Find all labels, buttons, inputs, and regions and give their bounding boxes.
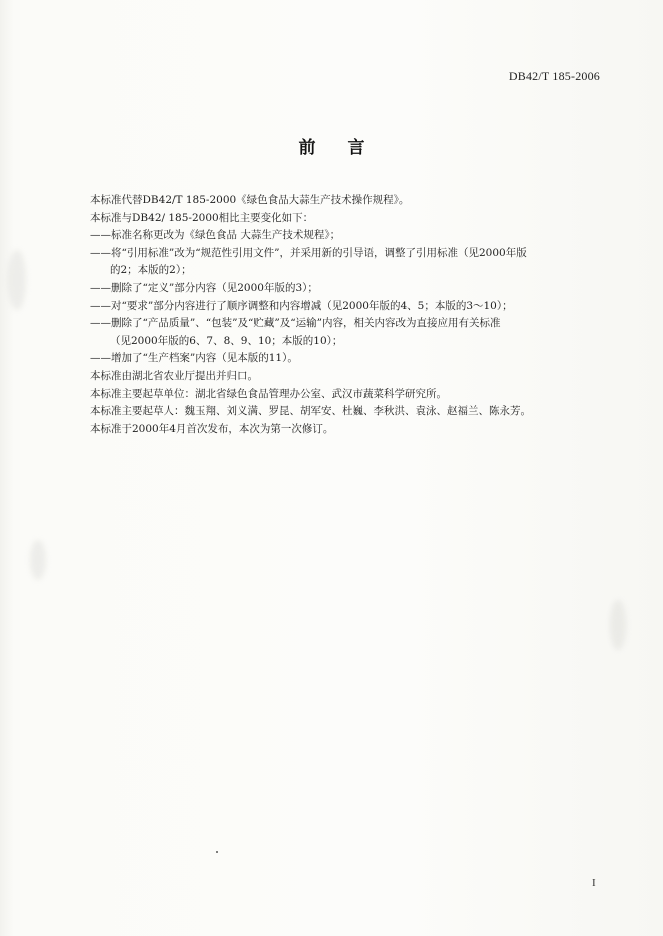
foreword-line: ——删除了“产品质量”、“包装”及“贮藏”及“运输”内容，相关内容改为直接应用有关标准	[90, 317, 501, 330]
foreword-line: 本标准于2000年4月首次发布，本次为第一次修订。	[90, 422, 334, 435]
scan-smudge	[8, 250, 26, 310]
scan-smudge	[30, 540, 46, 580]
foreword-body	[90, 192, 610, 438]
foreword-line: 的2；本版的2）；	[110, 264, 192, 277]
foreword-line: 本标准代替DB42/T 185-2000《绿色食品大蒜生产技术操作规程》。	[90, 194, 410, 206]
foreword-line: 本标准与DB42/ 185-2000相比主要变化如下：	[90, 211, 314, 224]
foreword-line: （见2000年版的6、7、8、9、10；本版的10）；	[110, 334, 343, 347]
foreword-line: 本标准主要起草人：魏玉翔、刘义满、罗昆、胡军安、杜巍、李秋洪、袁泳、赵福兰、陈永芳。	[90, 405, 531, 418]
foreword-line: ——标准名称更改为《绿色食品 大蒜生产技术规程》；	[90, 229, 341, 242]
foreword-line: ——将“引用标准”改为“规范性引用文件”，并采用新的引导语，调整了引用标准（见2000年版	[90, 246, 527, 259]
stray-dot	[216, 851, 218, 853]
scan-smudge	[610, 600, 626, 650]
foreword-line: ——删除了“定义”部分内容（见2000年版的3）；	[90, 281, 318, 294]
foreword-line: ——增加了“生产档案”内容（见本版的11）。	[90, 352, 298, 365]
foreword-line: ——对“要求”部分内容进行了顺序调整和内容增减（见2000年版的4、5；本版的3～10）；	[90, 299, 513, 312]
document-code: DB42/T 185-2006	[508, 69, 600, 83]
page-number: I	[592, 877, 596, 889]
foreword-line: 本标准由湖北省农业厅提出并归口。	[90, 369, 258, 382]
page-title: 前言	[298, 138, 397, 158]
foreword-line: 本标准主要起草单位：湖北省绿色食品管理办公室、武汉市蔬菜科学研究所。	[90, 387, 447, 400]
